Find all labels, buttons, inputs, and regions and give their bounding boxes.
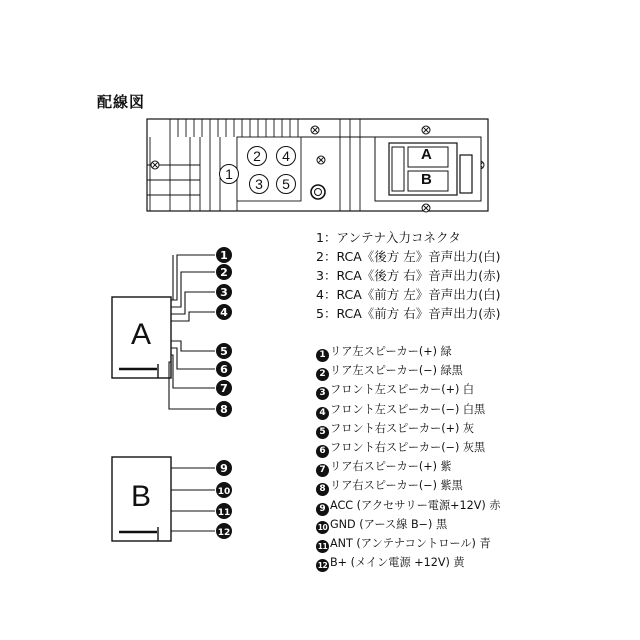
screw-icon (311, 126, 319, 134)
legend-item (316, 458, 452, 477)
pin-badge-5 (216, 343, 232, 359)
legend-number-badge: 9 (316, 503, 329, 516)
svg-text:1: 1 (220, 248, 228, 262)
pin-badge-2 (216, 264, 232, 280)
rca-port-1: 1 (219, 164, 239, 184)
rca-item-2: 2：RCA《後方 左》音声出力(白) (316, 249, 501, 264)
pin-badge-8 (216, 401, 232, 417)
svg-text:7: 7 (220, 381, 228, 395)
legend-item (316, 439, 485, 458)
legend-text: リア左スピーカー(−) 緑黒 (330, 364, 463, 378)
legend-text: リア右スピーカー(+) 紫 (330, 460, 452, 474)
legend-text: フロント左スピーカー(+) 白 (330, 383, 475, 397)
connector-a-label: A (131, 318, 152, 351)
rca-item-1: 1：アンテナ入力コネクタ (316, 230, 461, 245)
legend-number-badge: 5 (316, 426, 329, 439)
pin-badge-3 (216, 284, 232, 300)
socket-latch (460, 155, 472, 193)
legend-number-badge: 11 (317, 542, 328, 551)
rca-item-5: 5：RCA《前方 右》音声出力(赤) (316, 306, 501, 321)
legend-text: リア右スピーカー(−) 紫黒 (330, 479, 463, 493)
screw-icon (422, 204, 430, 212)
connector-b-label: B (131, 480, 152, 513)
svg-text:8: 8 (220, 402, 228, 416)
legend-item (316, 497, 501, 516)
legend-text: リア左スピーカー(+) 緑 (330, 345, 452, 358)
rca-item-4: 4：RCA《前方 左》音声出力(白) (316, 287, 501, 302)
pin-badge-4 (216, 304, 232, 320)
legend-number-badge: 6 (316, 445, 329, 458)
rca-port-2: 2 (247, 146, 267, 166)
legend-item (316, 401, 485, 420)
legend-number-badge: 10 (317, 522, 328, 532)
legend-number-badge: 4 (316, 407, 329, 420)
slot-b-label: B (421, 171, 432, 188)
legend-item (316, 343, 452, 362)
pin-badge-6 (216, 361, 232, 377)
pin-badge-11 (216, 503, 232, 519)
legend-number-badge: 12 (317, 561, 328, 571)
legend-number-badge: 8 (316, 483, 329, 496)
rca-item-3: 3：RCA《後方 右》音声出力(赤) (316, 268, 501, 283)
legend-item (316, 554, 465, 572)
legend-item (316, 516, 447, 534)
rca-port-3: 3 (249, 174, 269, 194)
connector-a-wires (169, 255, 215, 409)
page-title: 配線図 (97, 93, 146, 111)
screw-icon (151, 161, 159, 169)
screw-icon (317, 156, 325, 164)
legend-text: ACC (アクセサリー電源+12V) 赤 (330, 498, 501, 512)
svg-text:4: 4 (220, 305, 228, 319)
knob-inner (315, 189, 322, 196)
svg-text:3: 3 (220, 285, 228, 299)
legend-text: GND (アース線 B−) 黒 (330, 517, 448, 531)
legend-number-badge: 2 (316, 368, 329, 381)
svg-text:2: 2 (220, 265, 228, 279)
legend-number-badge: 7 (316, 464, 329, 477)
screw-icon (422, 126, 430, 134)
legend-item (316, 535, 491, 553)
legend-text: フロント右スピーカー(−) 灰黒 (330, 441, 486, 454)
rca-port-4: 4 (276, 146, 296, 166)
svg-text:9: 9 (220, 461, 228, 475)
legend-item (316, 420, 474, 439)
legend-text: ANT (アンテナコントロール) 青 (330, 537, 491, 550)
legend-text: B+ (メイン電源 +12V) 黄 (330, 556, 465, 570)
legend-item (316, 381, 474, 400)
legend-number-badge: 1 (316, 349, 329, 362)
pin-badges (216, 247, 232, 539)
pin-badge-7 (216, 380, 232, 396)
svg-text:12: 12 (217, 527, 231, 538)
slot-a-label: A (421, 146, 432, 163)
svg-text:11: 11 (217, 507, 231, 518)
connector-b-wires (171, 468, 215, 531)
legend-number-badge: 3 (316, 387, 329, 400)
legend-item (316, 362, 463, 381)
svg-text:6: 6 (220, 362, 228, 376)
pin-badge-9 (216, 460, 232, 476)
pin-badge-1 (216, 247, 232, 263)
svg-text:10: 10 (217, 486, 231, 497)
pin-badge-12 (216, 523, 232, 539)
rca-port-5: 5 (276, 174, 296, 194)
legend-item (316, 477, 463, 496)
socket-left (392, 147, 404, 191)
svg-text:5: 5 (220, 344, 228, 358)
legend-text: フロント左スピーカー(−) 白黒 (330, 402, 486, 416)
pin-badge-10 (216, 482, 232, 498)
legend-text: フロント右スピーカー(+) 灰 (330, 421, 475, 435)
